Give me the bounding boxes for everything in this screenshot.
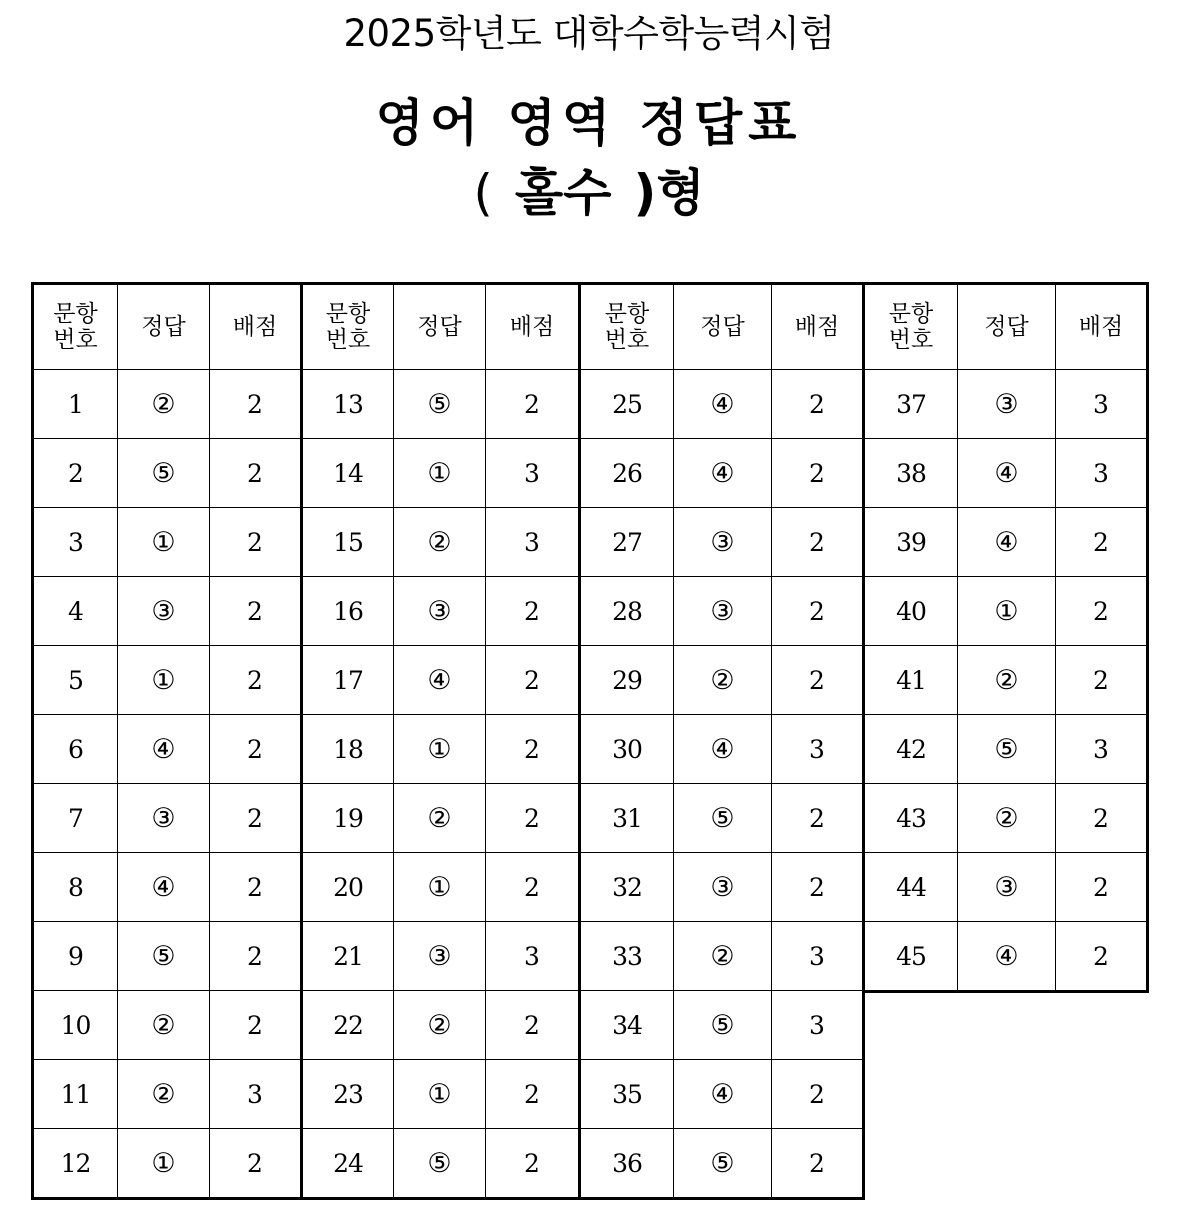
points-value: 2 [210,1129,302,1199]
table-row [580,715,864,784]
points-value: 2 [1056,853,1148,922]
points-value: 2 [772,1129,864,1199]
question-number: 32 [580,853,674,922]
points-value: 2 [772,784,864,853]
table-row [302,991,580,1060]
question-number: 13 [302,370,394,439]
answer-mark: ⑤ [674,1129,772,1199]
points-value: 2 [210,784,302,853]
question-number-header [33,284,118,370]
question-number-header-line2: 번호 [53,327,98,353]
points-value: 2 [486,646,580,715]
question-number-header [864,284,958,370]
answer-mark: ⑤ [394,1129,486,1199]
table-row [864,784,1148,853]
answer-mark: ④ [674,439,772,508]
table-row [302,1129,580,1199]
table-row [33,715,302,784]
points-value: 2 [772,853,864,922]
question-number: 15 [302,508,394,577]
question-number: 12 [33,1129,118,1199]
points-header: 배점 [210,284,302,370]
question-number-header-line1: 문항 [888,301,934,327]
question-number-header [580,284,674,370]
points-value: 2 [486,991,580,1060]
answer-mark: ⑤ [674,784,772,853]
answer-mark: ④ [674,1060,772,1129]
points-value: 2 [1056,922,1148,992]
answer-mark: ③ [958,370,1056,439]
answer-mark: ③ [394,922,486,991]
question-number: 36 [580,1129,674,1199]
points-value: 2 [772,646,864,715]
points-value: 2 [210,646,302,715]
points-value: 3 [772,922,864,991]
table-row [33,370,302,439]
question-number: 26 [580,439,674,508]
points-value: 2 [1056,508,1148,577]
answer-block-1 [31,282,303,1200]
points-value: 2 [486,853,580,922]
points-value: 3 [1056,439,1148,508]
table-row [864,715,1148,784]
answer-header: 정답 [394,284,486,370]
header-row [580,284,864,370]
table-row [580,370,864,439]
points-value: 2 [210,577,302,646]
table-row [580,508,864,577]
points-value: 3 [1056,370,1148,439]
table-row [302,370,580,439]
answer-mark: ⑤ [118,439,210,508]
question-number: 3 [33,508,118,577]
answer-mark: ② [118,370,210,439]
question-number: 17 [302,646,394,715]
table-row [864,370,1148,439]
question-number: 41 [864,646,958,715]
question-number: 7 [33,784,118,853]
points-header: 배점 [486,284,580,370]
table-row [302,577,580,646]
question-number: 19 [302,784,394,853]
answer-mark: ④ [674,715,772,784]
question-number: 44 [864,853,958,922]
answer-mark: ② [118,991,210,1060]
points-value: 2 [486,577,580,646]
table-row [33,784,302,853]
answer-header: 정답 [118,284,210,370]
answer-mark: ② [958,646,1056,715]
points-value: 3 [1056,715,1148,784]
answer-mark: ② [394,991,486,1060]
points-value: 3 [486,922,580,991]
points-value: 2 [486,1060,580,1129]
question-number: 21 [302,922,394,991]
subject-title: 영어 영역 정답표 [375,94,803,152]
points-value: 2 [486,1129,580,1199]
table-row [302,646,580,715]
points-value: 2 [486,370,580,439]
question-number: 42 [864,715,958,784]
question-number: 33 [580,922,674,991]
points-header: 배점 [1056,284,1148,370]
answer-mark: ③ [674,853,772,922]
answer-mark: ① [118,1129,210,1199]
answer-block-4 [862,282,1149,993]
header-row [33,284,302,370]
answer-mark: ① [118,508,210,577]
form-open-paren: ( [473,164,493,222]
header-row [864,284,1148,370]
question-number: 29 [580,646,674,715]
form-name: 홀수 [514,164,612,222]
question-number: 39 [864,508,958,577]
table-row [580,577,864,646]
answer-mark: ② [674,646,772,715]
question-number-header-line2: 번호 [888,327,934,353]
points-value: 2 [772,508,864,577]
question-number: 6 [33,715,118,784]
points-value: 2 [1056,646,1148,715]
question-number-header-line1: 문항 [53,301,98,327]
form-close: )형 [633,164,705,222]
answer-mark: ② [958,784,1056,853]
header-row [302,284,580,370]
answer-mark: ③ [118,784,210,853]
question-number: 1 [33,370,118,439]
answer-mark: ⑤ [118,922,210,991]
table-row [864,439,1148,508]
answer-mark: ② [118,1060,210,1129]
answer-mark: ③ [674,508,772,577]
table-row [33,1060,302,1129]
table-row [33,991,302,1060]
table-row [580,922,864,991]
question-number: 10 [33,991,118,1060]
answer-mark: ③ [118,577,210,646]
points-value: 2 [210,715,302,784]
table-row [302,508,580,577]
answer-mark: ① [394,439,486,508]
answer-header: 정답 [674,284,772,370]
question-number: 18 [302,715,394,784]
points-value: 2 [1056,784,1148,853]
answer-mark: ④ [958,508,1056,577]
answer-mark: ④ [958,922,1056,992]
points-value: 3 [210,1060,302,1129]
question-number: 5 [33,646,118,715]
question-number-header-line1: 문항 [604,301,650,327]
answer-mark: ④ [118,715,210,784]
table-row [580,784,864,853]
table-row [302,439,580,508]
points-value: 2 [486,784,580,853]
answer-mark: ③ [394,577,486,646]
table-row [580,439,864,508]
answer-block-2 [300,282,581,1200]
question-number: 37 [864,370,958,439]
question-number: 24 [302,1129,394,1199]
table-row [33,853,302,922]
answer-mark: ③ [958,853,1056,922]
question-number: 8 [33,853,118,922]
table-row [864,646,1148,715]
question-number: 43 [864,784,958,853]
question-number: 23 [302,1060,394,1129]
answer-mark: ① [394,853,486,922]
points-value: 2 [1056,577,1148,646]
table-row [302,784,580,853]
table-row [302,922,580,991]
table-row [864,922,1148,992]
answer-mark: ① [394,715,486,784]
question-number: 45 [864,922,958,992]
answer-mark: ② [394,784,486,853]
points-value: 3 [486,439,580,508]
table-row [33,508,302,577]
question-number-header-line1: 문항 [325,301,371,327]
points-header: 배점 [772,284,864,370]
points-value: 3 [772,991,864,1060]
points-value: 2 [210,853,302,922]
question-number: 31 [580,784,674,853]
points-value: 2 [210,439,302,508]
table-row [864,508,1148,577]
question-number: 25 [580,370,674,439]
table-row [864,853,1148,922]
points-value: 3 [486,508,580,577]
question-number: 11 [33,1060,118,1129]
question-number: 27 [580,508,674,577]
question-number: 9 [33,922,118,991]
question-number: 40 [864,577,958,646]
question-number: 34 [580,991,674,1060]
question-number: 28 [580,577,674,646]
points-value: 2 [210,370,302,439]
answer-mark: ⑤ [394,370,486,439]
points-value: 2 [772,370,864,439]
answer-mark: ① [118,646,210,715]
points-value: 2 [486,715,580,784]
question-number: 16 [302,577,394,646]
table-row [580,1129,864,1199]
answer-mark: ② [394,508,486,577]
answer-mark: ④ [394,646,486,715]
question-number-header-line2: 번호 [325,327,371,353]
table-row [302,1060,580,1129]
question-number: 14 [302,439,394,508]
question-number: 35 [580,1060,674,1129]
table-row [33,646,302,715]
question-number: 4 [33,577,118,646]
question-number: 22 [302,991,394,1060]
table-row [580,646,864,715]
answer-header: 정답 [958,284,1056,370]
table-row [864,577,1148,646]
points-value: 2 [210,922,302,991]
table-row [33,1129,302,1199]
answer-mark: ⑤ [958,715,1056,784]
answer-mark: ④ [674,370,772,439]
table-row [33,577,302,646]
answer-mark: ⑤ [674,991,772,1060]
question-number: 2 [33,439,118,508]
points-value: 2 [772,1060,864,1129]
answer-mark: ④ [118,853,210,922]
table-row [302,853,580,922]
question-number-header-line2: 번호 [604,327,650,353]
answer-mark: ③ [674,577,772,646]
table-row [33,439,302,508]
table-row [302,715,580,784]
answer-block-3 [578,282,865,1200]
answer-mark: ① [958,577,1056,646]
question-number: 38 [864,439,958,508]
table-row [580,1060,864,1129]
points-value: 2 [210,991,302,1060]
question-number: 20 [302,853,394,922]
points-value: 2 [772,439,864,508]
table-row [33,922,302,991]
answer-mark: ② [674,922,772,991]
points-value: 3 [772,715,864,784]
question-number: 30 [580,715,674,784]
answer-mark: ④ [958,439,1056,508]
table-row [580,853,864,922]
exam-title: 2025학년도 대학수학능력시험 [343,12,835,55]
question-number-header [302,284,394,370]
table-row [580,991,864,1060]
points-value: 2 [772,577,864,646]
form-type-title [0,162,1178,224]
points-value: 2 [210,508,302,577]
answer-mark: ① [394,1060,486,1129]
